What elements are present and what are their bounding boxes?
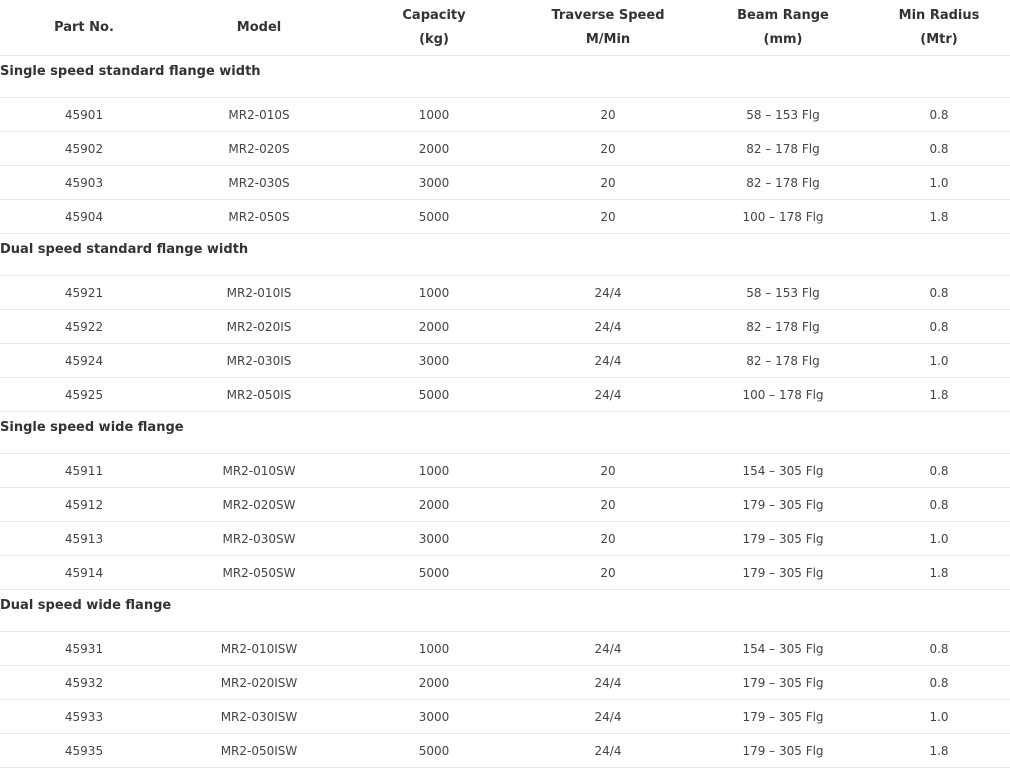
section-row	[0, 590, 1010, 632]
cell-part-no: 45903	[0, 166, 168, 200]
cell-beam-range: 179 – 305 Flg	[698, 556, 868, 590]
table-row	[0, 310, 1010, 344]
cell-traverse-speed: 24/4	[518, 666, 698, 700]
cell-traverse-speed: 20	[518, 454, 698, 488]
table-row	[0, 344, 1010, 378]
header-traverse-speed-unit: M/Min	[585, 31, 631, 47]
table-row	[0, 276, 1010, 310]
cell-traverse-speed: 20	[518, 200, 698, 234]
cell-part-no: 45931	[0, 632, 168, 666]
cell-traverse-speed: 20	[518, 98, 698, 132]
cell-part-no: 45935	[0, 734, 168, 768]
header-model-label: Model	[236, 19, 282, 35]
cell-min-radius: 1.0	[868, 522, 1010, 556]
cell-capacity: 5000	[350, 556, 518, 590]
cell-part-no: 45913	[0, 522, 168, 556]
header-capacity-label: Capacity	[402, 7, 466, 23]
cell-part-no: 45932	[0, 666, 168, 700]
cell-min-radius: 1.8	[868, 378, 1010, 412]
header-min-radius	[868, 0, 1010, 56]
cell-min-radius: 0.8	[868, 666, 1010, 700]
cell-part-no: 45901	[0, 98, 168, 132]
cell-capacity: 1000	[350, 632, 518, 666]
cell-part-no: 45921	[0, 276, 168, 310]
cell-part-no: 45902	[0, 132, 168, 166]
table-row	[0, 488, 1010, 522]
cell-min-radius: 0.8	[868, 132, 1010, 166]
table-header	[0, 0, 1010, 56]
cell-part-no: 45925	[0, 378, 168, 412]
cell-capacity: 2000	[350, 310, 518, 344]
table-row	[0, 132, 1010, 166]
header-capacity	[350, 0, 518, 56]
cell-model: MR2-030SW	[168, 522, 350, 556]
header-beam-range	[698, 0, 868, 56]
header-part-no-label: Part No.	[54, 19, 114, 35]
cell-min-radius: 1.8	[868, 734, 1010, 768]
cell-beam-range: 82 – 178 Flg	[698, 344, 868, 378]
cell-traverse-speed: 20	[518, 166, 698, 200]
cell-beam-range: 179 – 305 Flg	[698, 488, 868, 522]
cell-min-radius: 0.8	[868, 632, 1010, 666]
cell-min-radius: 0.8	[868, 310, 1010, 344]
section-title: Single speed standard flange width	[0, 56, 1010, 98]
cell-min-radius: 1.0	[868, 166, 1010, 200]
cell-beam-range: 100 – 178 Flg	[698, 378, 868, 412]
cell-model: MR2-020S	[168, 132, 350, 166]
cell-beam-range: 82 – 178 Flg	[698, 166, 868, 200]
table-row	[0, 522, 1010, 556]
cell-beam-range: 58 – 153 Flg	[698, 98, 868, 132]
cell-capacity: 5000	[350, 378, 518, 412]
cell-min-radius: 0.8	[868, 488, 1010, 522]
cell-model: MR2-050ISW	[168, 734, 350, 768]
cell-traverse-speed: 24/4	[518, 378, 698, 412]
cell-capacity: 2000	[350, 132, 518, 166]
header-row	[0, 0, 1010, 56]
table-row	[0, 556, 1010, 590]
table-row	[0, 200, 1010, 234]
cell-traverse-speed: 24/4	[518, 734, 698, 768]
table-row	[0, 734, 1010, 768]
table-row	[0, 98, 1010, 132]
header-beam-range-label: Beam Range	[737, 7, 829, 23]
cell-min-radius: 1.0	[868, 700, 1010, 734]
cell-part-no: 45912	[0, 488, 168, 522]
cell-model: MR2-010S	[168, 98, 350, 132]
cell-capacity: 1000	[350, 276, 518, 310]
cell-traverse-speed: 24/4	[518, 632, 698, 666]
cell-part-no: 45924	[0, 344, 168, 378]
cell-part-no: 45904	[0, 200, 168, 234]
section-title: Dual speed standard flange width	[0, 234, 1010, 276]
cell-beam-range: 100 – 178 Flg	[698, 200, 868, 234]
cell-capacity: 1000	[350, 98, 518, 132]
table-row	[0, 666, 1010, 700]
cell-part-no: 45922	[0, 310, 168, 344]
header-model	[168, 0, 350, 56]
cell-beam-range: 179 – 305 Flg	[698, 522, 868, 556]
table-row	[0, 632, 1010, 666]
section-title: Single speed wide flange	[0, 412, 1010, 454]
header-min-radius-unit: (Mtr)	[920, 31, 958, 47]
cell-beam-range: 154 – 305 Flg	[698, 454, 868, 488]
table-row	[0, 378, 1010, 412]
header-traverse-speed-label: Traverse Speed	[551, 7, 665, 23]
cell-model: MR2-050IS	[168, 378, 350, 412]
cell-min-radius: 0.8	[868, 98, 1010, 132]
cell-model: MR2-030IS	[168, 344, 350, 378]
cell-min-radius: 1.8	[868, 200, 1010, 234]
cell-min-radius: 1.8	[868, 556, 1010, 590]
cell-capacity: 1000	[350, 454, 518, 488]
cell-capacity: 2000	[350, 488, 518, 522]
cell-model: MR2-050S	[168, 200, 350, 234]
cell-traverse-speed: 20	[518, 132, 698, 166]
cell-model: MR2-020SW	[168, 488, 350, 522]
header-capacity-unit: (kg)	[419, 31, 449, 47]
cell-capacity: 3000	[350, 522, 518, 556]
table-row	[0, 166, 1010, 200]
cell-traverse-speed: 20	[518, 488, 698, 522]
cell-min-radius: 0.8	[868, 454, 1010, 488]
cell-capacity: 2000	[350, 666, 518, 700]
cell-model: MR2-010IS	[168, 276, 350, 310]
cell-traverse-speed: 24/4	[518, 344, 698, 378]
cell-model: MR2-030ISW	[168, 700, 350, 734]
header-traverse-speed	[518, 0, 698, 56]
table-row	[0, 700, 1010, 734]
cell-beam-range: 58 – 153 Flg	[698, 276, 868, 310]
header-min-radius-label: Min Radius	[898, 7, 980, 23]
table-body	[0, 56, 1010, 768]
cell-traverse-speed: 24/4	[518, 310, 698, 344]
cell-model: MR2-020ISW	[168, 666, 350, 700]
cell-part-no: 45933	[0, 700, 168, 734]
header-beam-range-unit: (mm)	[763, 31, 803, 47]
table-row	[0, 454, 1010, 488]
cell-capacity: 5000	[350, 200, 518, 234]
cell-beam-range: 179 – 305 Flg	[698, 700, 868, 734]
cell-model: MR2-030S	[168, 166, 350, 200]
cell-min-radius: 1.0	[868, 344, 1010, 378]
cell-capacity: 3000	[350, 344, 518, 378]
cell-capacity: 3000	[350, 166, 518, 200]
cell-beam-range: 179 – 305 Flg	[698, 666, 868, 700]
cell-traverse-speed: 20	[518, 522, 698, 556]
header-part-no	[0, 0, 168, 56]
section-row	[0, 412, 1010, 454]
cell-traverse-speed: 20	[518, 556, 698, 590]
cell-traverse-speed: 24/4	[518, 700, 698, 734]
cell-beam-range: 82 – 178 Flg	[698, 132, 868, 166]
section-row	[0, 234, 1010, 276]
cell-model: MR2-010SW	[168, 454, 350, 488]
cell-model: MR2-020IS	[168, 310, 350, 344]
cell-beam-range: 179 – 305 Flg	[698, 734, 868, 768]
section-row	[0, 56, 1010, 98]
cell-traverse-speed: 24/4	[518, 276, 698, 310]
section-title: Dual speed wide flange	[0, 590, 1010, 632]
cell-model: MR2-010ISW	[168, 632, 350, 666]
cell-min-radius: 0.8	[868, 276, 1010, 310]
cell-part-no: 45914	[0, 556, 168, 590]
cell-part-no: 45911	[0, 454, 168, 488]
cell-capacity: 3000	[350, 700, 518, 734]
cell-capacity: 5000	[350, 734, 518, 768]
cell-beam-range: 154 – 305 Flg	[698, 632, 868, 666]
cell-model: MR2-050SW	[168, 556, 350, 590]
cell-beam-range: 82 – 178 Flg	[698, 310, 868, 344]
